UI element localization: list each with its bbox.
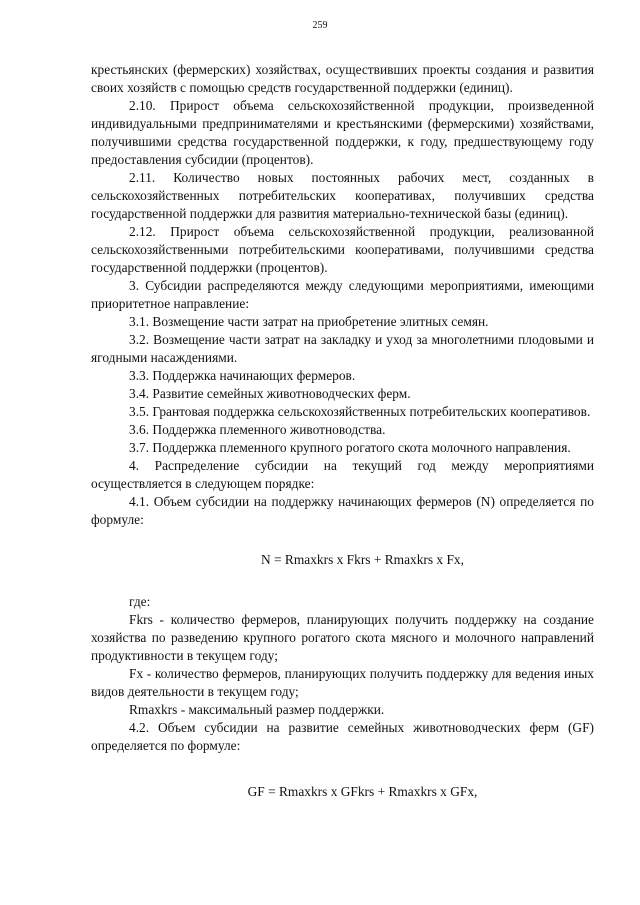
paragraph-3-7: 3.7. Поддержка племенного крупного рогатого скота молочного направления. xyxy=(129,440,571,455)
document-body xyxy=(91,61,594,801)
definition-rmaxkrs: Rmaxkrs - максимальный размер поддержки. xyxy=(129,702,385,717)
paragraph-4-2: 4.2. Объем субсидии на развитие семейных животноводческих ферм (GF) определяется по формуле: xyxy=(91,720,594,753)
paragraph-4-1: 4.1. Объем субсидии на поддержку начинающих фермеров (N) определяется по формуле: xyxy=(91,494,594,527)
paragraph-3-6: 3.6. Поддержка племенного животноводства. xyxy=(129,422,386,437)
paragraph-2-12: 2.12. Прирост объема сельскохозяйственной продукции, реализованной сельскохозяйственными потребительскими кооперативами, получившими средства государственной поддержки (процентов). xyxy=(91,224,594,275)
paragraph-continuation: крестьянских (фермерских) хозяйствах, осуществивших проекты создания и развития своих хозяйств с помощью средств государственной поддержки (единиц). xyxy=(91,62,594,95)
page-number: 259 xyxy=(312,20,328,31)
paragraph-where: где: xyxy=(129,594,151,609)
paragraph-2-10: 2.10. Прирост объема сельскохозяйственной продукции, произведенной индивидуальными предпринимателями и крестьянскими (фермерскими) хозяйствами, получившими средства государственной поддержки, к году, предшествующему году предоставления субсидии (процентов). xyxy=(91,98,594,167)
paragraph-3: 3. Субсидии распределяются между следующими мероприятиями, имеющими приоритетное направление: xyxy=(91,278,594,311)
paragraph-3-5: 3.5. Грантовая поддержка сельскохозяйственных потребительских кооперативов. xyxy=(129,404,591,419)
definition-fx: Fx - количество фермеров, планирующих получить поддержку для ведения иных видов деятельности в текущем году; xyxy=(91,666,594,699)
paragraph-3-1: 3.1. Возмещение части затрат на приобретение элитных семян. xyxy=(129,314,489,329)
paragraph-2-11: 2.11. Количество новых постоянных рабочих мест, созданных в сельскохозяйственных потребительских кооперативах, получивших средства государственной поддержки для развития материально-технической базы (единиц). xyxy=(91,170,594,221)
formula-gf: GF = Rmaxkrs x GFkrs + Rmaxkrs x GFx, xyxy=(247,784,478,799)
paragraph-3-2: 3.2. Возмещение части затрат на закладку и уход за многолетними плодовыми и ягодными насаждениями. xyxy=(91,332,594,365)
definition-fkrs: Fkrs - количество фермеров, планирующих получить поддержку на создание хозяйства по разведению крупного рогатого скота мясного и молочного направлений продуктивности в текущем году; xyxy=(91,612,594,663)
paragraph-3-3: 3.3. Поддержка начинающих фермеров. xyxy=(129,368,356,383)
paragraph-3-4: 3.4. Развитие семейных животноводческих ферм. xyxy=(129,386,411,401)
paragraph-4: 4. Распределение субсидии на текущий год между мероприятиями осуществляется в следующем порядке: xyxy=(91,458,594,491)
formula-n: N = Rmaxkrs x Fkrs + Rmaxkrs x Fx, xyxy=(261,552,464,567)
